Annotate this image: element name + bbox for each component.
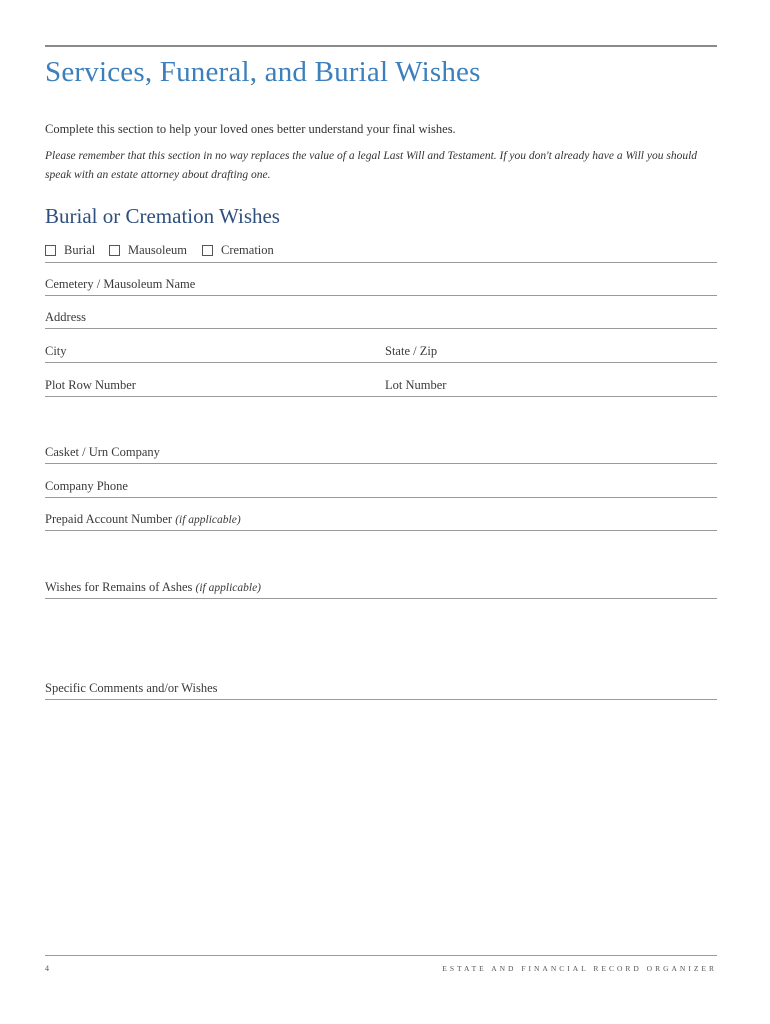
field-label: Plot Row Number	[45, 378, 136, 392]
field-label: Address	[45, 310, 86, 324]
burial-type-options	[45, 240, 717, 263]
field-label	[45, 580, 261, 595]
company-phone-field[interactable]	[45, 476, 717, 498]
comments-field[interactable]	[45, 678, 717, 700]
top-divider	[45, 45, 717, 47]
prepaid-account-field[interactable]	[45, 509, 717, 531]
field-label: Cemetery / Mausoleum Name	[45, 277, 196, 291]
option-mausoleum[interactable]	[109, 243, 187, 258]
mausoleum-checkbox[interactable]	[109, 245, 120, 256]
cremation-checkbox[interactable]	[202, 245, 213, 256]
option-burial[interactable]	[45, 243, 95, 258]
city-field[interactable]	[45, 341, 375, 363]
option-cremation[interactable]	[202, 243, 274, 258]
field-label-note: (if applicable)	[195, 582, 261, 594]
address-field[interactable]	[45, 307, 717, 329]
field-label: Company Phone	[45, 479, 128, 493]
intro-text: Complete this section to help your loved ones better understand your final wishes.	[45, 122, 456, 136]
option-label: Cremation	[221, 243, 274, 257]
field-label: Lot Number	[385, 378, 447, 392]
legal-note: Please remember that this section in no way replaces the value of a legal Last Will and Testament. If you don't already have a Will you should speak with an estate attorney about drafting one.	[45, 150, 698, 181]
field-label-text: Prepaid Account Number	[45, 512, 173, 526]
field-label: Casket / Urn Company	[45, 445, 160, 459]
field-label	[45, 512, 241, 527]
city-state-row	[45, 341, 717, 363]
field-label-text: Wishes for Remains of Ashes	[45, 580, 193, 594]
field-label: State / Zip	[385, 344, 438, 358]
remains-wishes-field[interactable]	[45, 577, 717, 599]
option-label: Mausoleum	[128, 243, 188, 257]
section-title: Burial or Cremation Wishes	[45, 204, 280, 228]
field-label: City	[45, 344, 67, 358]
cemetery-name-field[interactable]	[45, 274, 717, 296]
field-label: Specific Comments and/or Wishes	[45, 681, 218, 695]
footer-divider	[45, 955, 717, 956]
page-title: Services, Funeral, and Burial Wishes	[45, 56, 481, 88]
footer-title: ESTATE AND FINANCIAL RECORD ORGANIZER	[442, 964, 717, 973]
page-number: 4	[45, 964, 49, 973]
burial-checkbox[interactable]	[45, 245, 56, 256]
option-label: Burial	[64, 243, 96, 257]
casket-company-field[interactable]	[45, 442, 717, 464]
plot-lot-row	[45, 375, 717, 397]
field-label-note: (if applicable)	[175, 514, 241, 526]
